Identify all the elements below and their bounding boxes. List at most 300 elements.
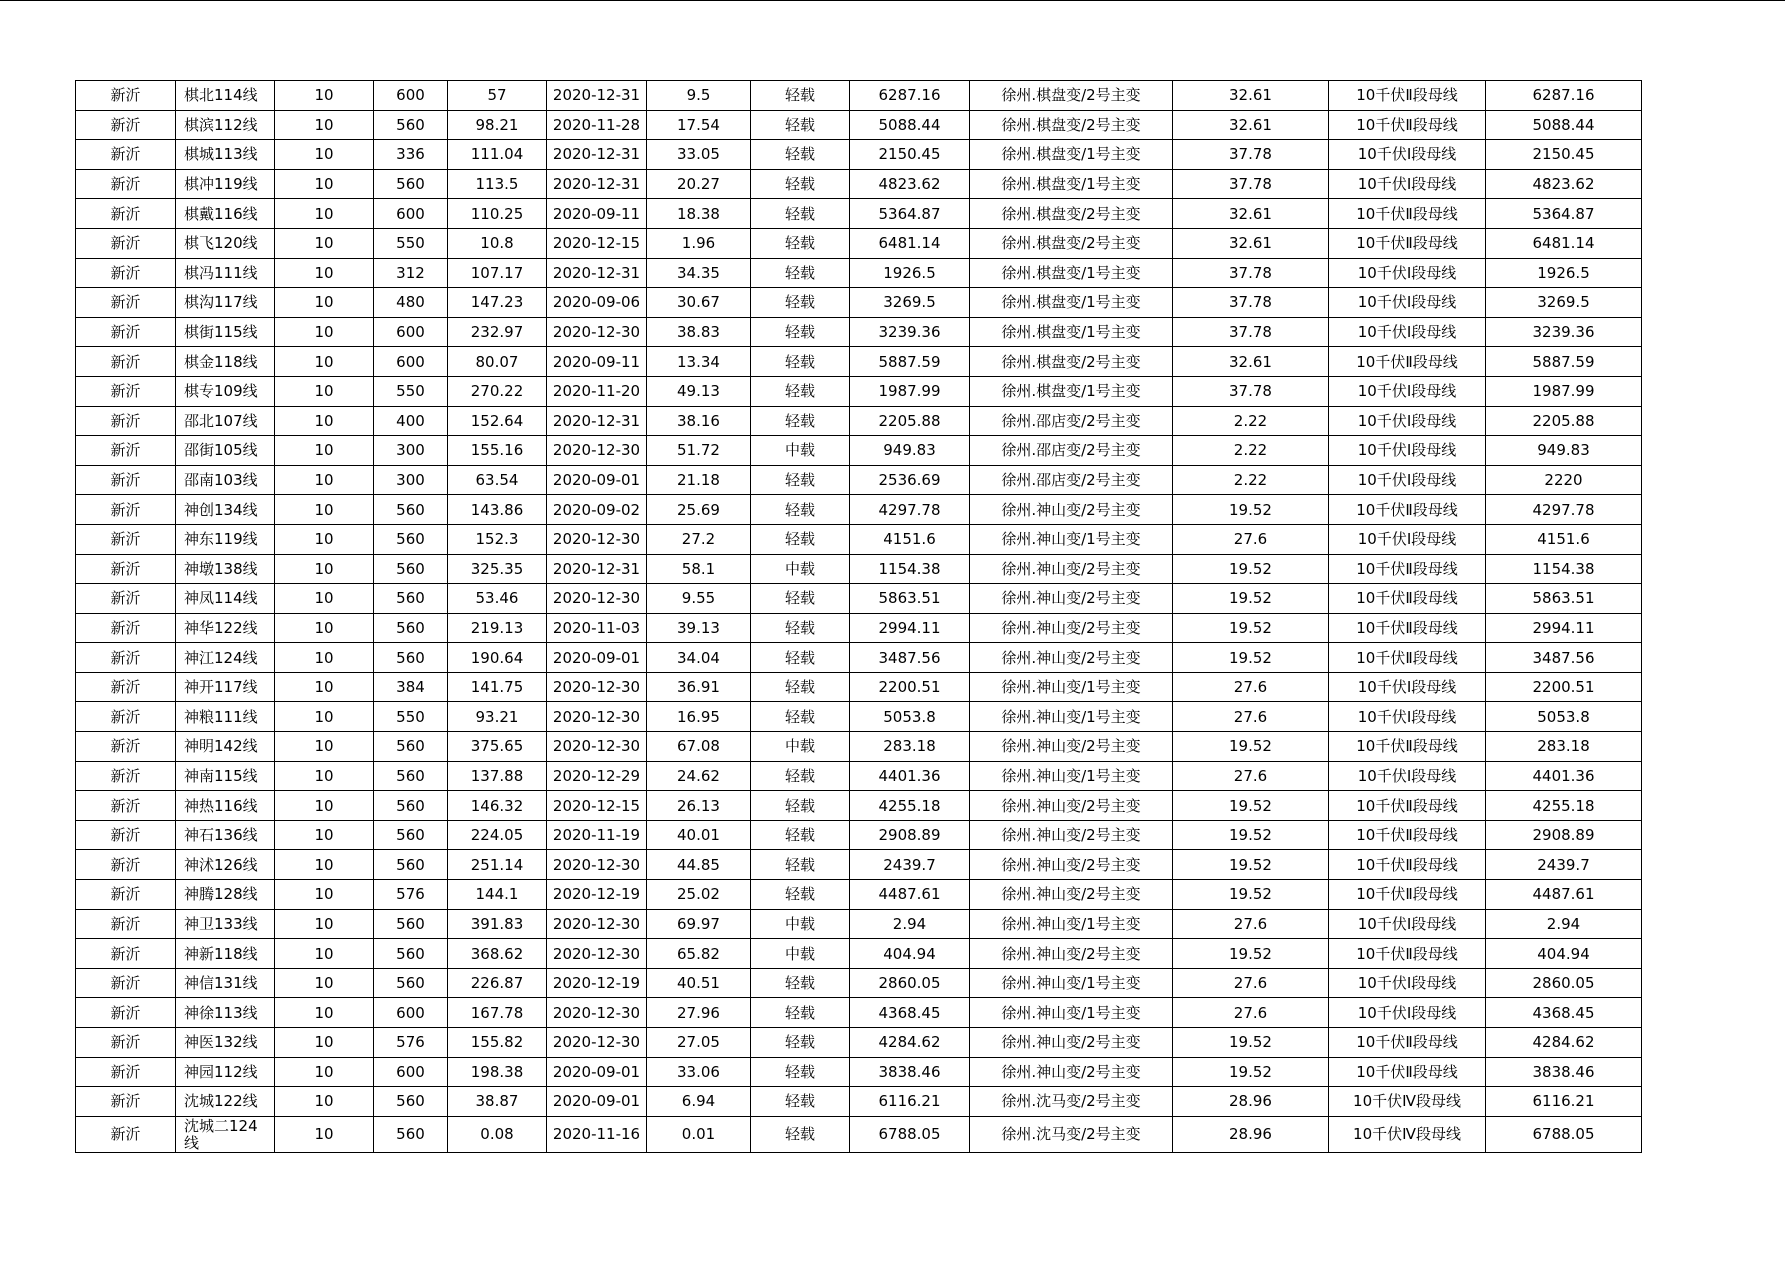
county-cell: 新沂 <box>76 317 176 347</box>
load-status-cell: 轻载 <box>751 1028 850 1058</box>
load-status-cell: 轻载 <box>751 140 850 170</box>
remaining-capacity-cell: 6116.21 <box>1486 1087 1642 1117</box>
line-name-cell: 棋冯111线 <box>176 258 275 288</box>
capacity-cell: 550 <box>374 376 448 406</box>
remaining-capacity-cell: 2.94 <box>1486 909 1642 939</box>
substation-transformer-cell: 徐州.神山变/1号主变 <box>970 909 1173 939</box>
remaining-capacity-cell: 4487.61 <box>1486 880 1642 910</box>
voltage-cell: 10 <box>275 761 374 791</box>
line-name-cell: 棋滨112线 <box>176 110 275 140</box>
transformer-load-rate-cell: 19.52 <box>1173 732 1329 762</box>
load-cell: 232.97 <box>448 317 547 347</box>
load-cell: 57 <box>448 81 547 111</box>
voltage-cell: 10 <box>275 1028 374 1058</box>
load-status-cell: 中载 <box>751 554 850 584</box>
line-name-cell: 神徐113线 <box>176 998 275 1028</box>
voltage-cell: 10 <box>275 169 374 199</box>
remaining-capacity-cell: 404.94 <box>1486 939 1642 969</box>
available-capacity-cell: 6481.14 <box>850 228 970 258</box>
busbar-cell: 10千伏Ⅱ段母线 <box>1329 495 1486 525</box>
page-top-rule <box>0 0 1785 1</box>
county-cell: 新沂 <box>76 1028 176 1058</box>
load-status-cell: 轻载 <box>751 1057 850 1087</box>
load-cell: 63.54 <box>448 465 547 495</box>
available-capacity-cell: 3269.5 <box>850 288 970 318</box>
transformer-load-rate-cell: 19.52 <box>1173 880 1329 910</box>
line-name-cell: 邵北107线 <box>176 406 275 436</box>
transformer-load-rate-cell: 2.22 <box>1173 465 1329 495</box>
voltage-cell: 10 <box>275 1057 374 1087</box>
table-row <box>76 110 1642 140</box>
table-row <box>76 406 1642 436</box>
substation-transformer-cell: 徐州.邵店变/2号主变 <box>970 465 1173 495</box>
load-cell: 110.25 <box>448 199 547 229</box>
available-capacity-cell: 4297.78 <box>850 495 970 525</box>
capacity-cell: 550 <box>374 702 448 732</box>
remaining-capacity-cell: 4151.6 <box>1486 524 1642 554</box>
voltage-cell: 10 <box>275 880 374 910</box>
remaining-capacity-cell: 3487.56 <box>1486 643 1642 673</box>
date-cell: 2020-12-31 <box>547 406 647 436</box>
load-rate-cell: 13.34 <box>647 347 751 377</box>
remaining-capacity-cell: 4255.18 <box>1486 791 1642 821</box>
available-capacity-cell: 5887.59 <box>850 347 970 377</box>
load-status-cell: 轻载 <box>751 643 850 673</box>
capacity-cell: 560 <box>374 820 448 850</box>
remaining-capacity-cell: 2205.88 <box>1486 406 1642 436</box>
voltage-cell: 10 <box>275 199 374 229</box>
line-name-cell: 神粮111线 <box>176 702 275 732</box>
remaining-capacity-cell: 5887.59 <box>1486 347 1642 377</box>
load-rate-cell: 40.51 <box>647 968 751 998</box>
date-cell: 2020-12-15 <box>547 791 647 821</box>
table-body <box>76 81 1642 1153</box>
county-cell: 新沂 <box>76 820 176 850</box>
date-cell: 2020-09-02 <box>547 495 647 525</box>
line-name-cell: 沈城122线 <box>176 1087 275 1117</box>
line-name-cell: 神沭126线 <box>176 850 275 880</box>
voltage-cell: 10 <box>275 702 374 732</box>
remaining-capacity-cell: 5364.87 <box>1486 199 1642 229</box>
capacity-cell: 560 <box>374 761 448 791</box>
available-capacity-cell: 6287.16 <box>850 81 970 111</box>
date-cell: 2020-09-01 <box>547 465 647 495</box>
load-cell: 53.46 <box>448 584 547 614</box>
county-cell: 新沂 <box>76 880 176 910</box>
available-capacity-cell: 3838.46 <box>850 1057 970 1087</box>
load-cell: 143.86 <box>448 495 547 525</box>
remaining-capacity-cell: 6481.14 <box>1486 228 1642 258</box>
date-cell: 2020-11-28 <box>547 110 647 140</box>
available-capacity-cell: 5364.87 <box>850 199 970 229</box>
line-name-cell: 棋沟117线 <box>176 288 275 318</box>
busbar-cell: 10千伏Ⅰ段母线 <box>1329 672 1486 702</box>
date-cell: 2020-11-19 <box>547 820 647 850</box>
date-cell: 2020-12-30 <box>547 436 647 466</box>
load-status-cell: 轻载 <box>751 584 850 614</box>
transformer-load-rate-cell: 27.6 <box>1173 524 1329 554</box>
busbar-cell: 10千伏Ⅰ段母线 <box>1329 288 1486 318</box>
date-cell: 2020-12-30 <box>547 672 647 702</box>
county-cell: 新沂 <box>76 288 176 318</box>
load-status-cell: 轻载 <box>751 820 850 850</box>
substation-transformer-cell: 徐州.棋盘变/1号主变 <box>970 317 1173 347</box>
load-cell: 224.05 <box>448 820 547 850</box>
date-cell: 2020-12-30 <box>547 317 647 347</box>
capacity-cell: 300 <box>374 436 448 466</box>
voltage-cell: 10 <box>275 672 374 702</box>
transformer-load-rate-cell: 2.22 <box>1173 406 1329 436</box>
table-row <box>76 998 1642 1028</box>
transformer-load-rate-cell: 32.61 <box>1173 81 1329 111</box>
available-capacity-cell: 949.83 <box>850 436 970 466</box>
substation-transformer-cell: 徐州.神山变/1号主变 <box>970 998 1173 1028</box>
available-capacity-cell: 283.18 <box>850 732 970 762</box>
county-cell: 新沂 <box>76 199 176 229</box>
substation-transformer-cell: 徐州.神山变/2号主变 <box>970 584 1173 614</box>
load-cell: 219.13 <box>448 613 547 643</box>
substation-transformer-cell: 徐州.神山变/1号主变 <box>970 702 1173 732</box>
busbar-cell: 10千伏Ⅱ段母线 <box>1329 791 1486 821</box>
busbar-cell: 10千伏Ⅳ段母线 <box>1329 1116 1486 1152</box>
table-row <box>76 465 1642 495</box>
capacity-cell: 600 <box>374 199 448 229</box>
substation-transformer-cell: 徐州.神山变/1号主变 <box>970 761 1173 791</box>
load-cell: 80.07 <box>448 347 547 377</box>
capacity-cell: 300 <box>374 465 448 495</box>
table-row <box>76 1057 1642 1087</box>
table-row <box>76 228 1642 258</box>
county-cell: 新沂 <box>76 939 176 969</box>
busbar-cell: 10千伏Ⅰ段母线 <box>1329 436 1486 466</box>
date-cell: 2020-11-03 <box>547 613 647 643</box>
voltage-cell: 10 <box>275 1116 374 1152</box>
substation-transformer-cell: 徐州.神山变/1号主变 <box>970 968 1173 998</box>
substation-transformer-cell: 徐州.神山变/2号主变 <box>970 850 1173 880</box>
transformer-load-rate-cell: 27.6 <box>1173 968 1329 998</box>
county-cell: 新沂 <box>76 613 176 643</box>
county-cell: 新沂 <box>76 909 176 939</box>
voltage-cell: 10 <box>275 909 374 939</box>
table-row <box>76 968 1642 998</box>
voltage-cell: 10 <box>275 317 374 347</box>
substation-transformer-cell: 徐州.神山变/2号主变 <box>970 1057 1173 1087</box>
table-row <box>76 1028 1642 1058</box>
line-name-cell: 神南115线 <box>176 761 275 791</box>
substation-transformer-cell: 徐州.棋盘变/2号主变 <box>970 81 1173 111</box>
transformer-load-rate-cell: 19.52 <box>1173 495 1329 525</box>
voltage-cell: 10 <box>275 406 374 436</box>
available-capacity-cell: 3239.36 <box>850 317 970 347</box>
substation-transformer-cell: 徐州.神山变/1号主变 <box>970 524 1173 554</box>
load-status-cell: 轻载 <box>751 228 850 258</box>
load-cell: 111.04 <box>448 140 547 170</box>
line-name-cell: 神医132线 <box>176 1028 275 1058</box>
load-status-cell: 轻载 <box>751 169 850 199</box>
date-cell: 2020-12-30 <box>547 998 647 1028</box>
load-rate-cell: 24.62 <box>647 761 751 791</box>
voltage-cell: 10 <box>275 258 374 288</box>
busbar-cell: 10千伏Ⅱ段母线 <box>1329 554 1486 584</box>
load-status-cell: 轻载 <box>751 288 850 318</box>
county-cell: 新沂 <box>76 702 176 732</box>
load-cell: 198.38 <box>448 1057 547 1087</box>
county-cell: 新沂 <box>76 643 176 673</box>
load-cell: 93.21 <box>448 702 547 732</box>
capacity-cell: 400 <box>374 406 448 436</box>
line-name-cell: 神墩138线 <box>176 554 275 584</box>
table-row <box>76 524 1642 554</box>
line-name-cell: 棋戴116线 <box>176 199 275 229</box>
load-status-cell: 轻载 <box>751 524 850 554</box>
load-rate-cell: 20.27 <box>647 169 751 199</box>
voltage-cell: 10 <box>275 524 374 554</box>
county-cell: 新沂 <box>76 1057 176 1087</box>
busbar-cell: 10千伏Ⅰ段母线 <box>1329 140 1486 170</box>
line-name-cell: 神开117线 <box>176 672 275 702</box>
table-row <box>76 288 1642 318</box>
load-rate-cell: 21.18 <box>647 465 751 495</box>
transformer-load-rate-cell: 19.52 <box>1173 791 1329 821</box>
busbar-cell: 10千伏Ⅱ段母线 <box>1329 820 1486 850</box>
load-rate-cell: 9.55 <box>647 584 751 614</box>
load-rate-cell: 34.35 <box>647 258 751 288</box>
load-rate-cell: 27.2 <box>647 524 751 554</box>
capacity-cell: 600 <box>374 998 448 1028</box>
available-capacity-cell: 6788.05 <box>850 1116 970 1152</box>
capacity-cell: 576 <box>374 1028 448 1058</box>
available-capacity-cell: 2205.88 <box>850 406 970 436</box>
load-rate-cell: 25.69 <box>647 495 751 525</box>
load-status-cell: 轻载 <box>751 761 850 791</box>
load-cell: 368.62 <box>448 939 547 969</box>
line-name-cell: 神明142线 <box>176 732 275 762</box>
capacity-cell: 560 <box>374 584 448 614</box>
transformer-load-rate-cell: 28.96 <box>1173 1116 1329 1152</box>
transformer-load-rate-cell: 32.61 <box>1173 199 1329 229</box>
table-row <box>76 761 1642 791</box>
table-row <box>76 199 1642 229</box>
busbar-cell: 10千伏Ⅱ段母线 <box>1329 81 1486 111</box>
load-status-cell: 轻载 <box>751 81 850 111</box>
county-cell: 新沂 <box>76 436 176 466</box>
busbar-cell: 10千伏Ⅰ段母线 <box>1329 998 1486 1028</box>
transformer-load-rate-cell: 32.61 <box>1173 110 1329 140</box>
substation-transformer-cell: 徐州.神山变/2号主变 <box>970 880 1173 910</box>
load-cell: 270.22 <box>448 376 547 406</box>
table-row <box>76 850 1642 880</box>
table-row <box>76 613 1642 643</box>
substation-transformer-cell: 徐州.邵店变/2号主变 <box>970 406 1173 436</box>
capacity-cell: 336 <box>374 140 448 170</box>
transformer-load-rate-cell: 27.6 <box>1173 702 1329 732</box>
load-rate-cell: 34.04 <box>647 643 751 673</box>
county-cell: 新沂 <box>76 110 176 140</box>
county-cell: 新沂 <box>76 258 176 288</box>
load-rate-cell: 6.94 <box>647 1087 751 1117</box>
capacity-cell: 560 <box>374 968 448 998</box>
busbar-cell: 10千伏Ⅳ段母线 <box>1329 1087 1486 1117</box>
line-name-cell: 神腾128线 <box>176 880 275 910</box>
load-status-cell: 轻载 <box>751 406 850 436</box>
voltage-cell: 10 <box>275 81 374 111</box>
load-rate-cell: 38.16 <box>647 406 751 436</box>
voltage-cell: 10 <box>275 465 374 495</box>
transformer-load-rate-cell: 27.6 <box>1173 761 1329 791</box>
voltage-cell: 10 <box>275 110 374 140</box>
voltage-cell: 10 <box>275 288 374 318</box>
busbar-cell: 10千伏Ⅱ段母线 <box>1329 880 1486 910</box>
substation-transformer-cell: 徐州.邵店变/2号主变 <box>970 436 1173 466</box>
capacity-cell: 560 <box>374 495 448 525</box>
capacity-cell: 560 <box>374 524 448 554</box>
busbar-cell: 10千伏Ⅱ段母线 <box>1329 613 1486 643</box>
table-row <box>76 1087 1642 1117</box>
date-cell: 2020-12-31 <box>547 81 647 111</box>
load-cell: 141.75 <box>448 672 547 702</box>
line-name-cell: 神江124线 <box>176 643 275 673</box>
substation-transformer-cell: 徐州.神山变/2号主变 <box>970 939 1173 969</box>
load-status-cell: 轻载 <box>751 850 850 880</box>
county-cell: 新沂 <box>76 140 176 170</box>
table-row <box>76 820 1642 850</box>
available-capacity-cell: 4823.62 <box>850 169 970 199</box>
transformer-load-rate-cell: 19.52 <box>1173 1057 1329 1087</box>
load-status-cell: 中载 <box>751 909 850 939</box>
available-capacity-cell: 1926.5 <box>850 258 970 288</box>
available-capacity-cell: 2150.45 <box>850 140 970 170</box>
table-row <box>76 1116 1642 1152</box>
load-status-cell: 中载 <box>751 732 850 762</box>
line-name-cell: 沈城二124线 <box>176 1116 275 1152</box>
date-cell: 2020-09-01 <box>547 1087 647 1117</box>
substation-transformer-cell: 徐州.棋盘变/1号主变 <box>970 169 1173 199</box>
voltage-cell: 10 <box>275 939 374 969</box>
voltage-cell: 10 <box>275 1087 374 1117</box>
load-status-cell: 轻载 <box>751 495 850 525</box>
substation-transformer-cell: 徐州.神山变/1号主变 <box>970 672 1173 702</box>
county-cell: 新沂 <box>76 850 176 880</box>
busbar-cell: 10千伏Ⅰ段母线 <box>1329 317 1486 347</box>
remaining-capacity-cell: 4401.36 <box>1486 761 1642 791</box>
line-name-cell: 神创134线 <box>176 495 275 525</box>
table-row <box>76 732 1642 762</box>
substation-transformer-cell: 徐州.神山变/2号主变 <box>970 613 1173 643</box>
remaining-capacity-cell: 2439.7 <box>1486 850 1642 880</box>
substation-transformer-cell: 徐州.棋盘变/1号主变 <box>970 288 1173 318</box>
substation-transformer-cell: 徐州.棋盘变/2号主变 <box>970 228 1173 258</box>
line-name-cell: 神东119线 <box>176 524 275 554</box>
busbar-cell: 10千伏Ⅱ段母线 <box>1329 939 1486 969</box>
table-row <box>76 791 1642 821</box>
table-row <box>76 702 1642 732</box>
available-capacity-cell: 2860.05 <box>850 968 970 998</box>
date-cell: 2020-09-01 <box>547 1057 647 1087</box>
transformer-load-rate-cell: 19.52 <box>1173 613 1329 643</box>
county-cell: 新沂 <box>76 584 176 614</box>
substation-transformer-cell: 徐州.神山变/2号主变 <box>970 495 1173 525</box>
busbar-cell: 10千伏Ⅰ段母线 <box>1329 702 1486 732</box>
busbar-cell: 10千伏Ⅱ段母线 <box>1329 199 1486 229</box>
load-status-cell: 轻载 <box>751 880 850 910</box>
busbar-cell: 10千伏Ⅰ段母线 <box>1329 465 1486 495</box>
busbar-cell: 10千伏Ⅱ段母线 <box>1329 228 1486 258</box>
load-status-cell: 轻载 <box>751 110 850 140</box>
load-rate-cell: 65.82 <box>647 939 751 969</box>
date-cell: 2020-12-30 <box>547 584 647 614</box>
load-status-cell: 轻载 <box>751 258 850 288</box>
busbar-cell: 10千伏Ⅰ段母线 <box>1329 524 1486 554</box>
county-cell: 新沂 <box>76 406 176 436</box>
remaining-capacity-cell: 4284.62 <box>1486 1028 1642 1058</box>
busbar-cell: 10千伏Ⅱ段母线 <box>1329 110 1486 140</box>
load-cell: 375.65 <box>448 732 547 762</box>
date-cell: 2020-12-31 <box>547 140 647 170</box>
county-cell: 新沂 <box>76 672 176 702</box>
date-cell: 2020-12-30 <box>547 909 647 939</box>
capacity-cell: 560 <box>374 1116 448 1152</box>
date-cell: 2020-09-06 <box>547 288 647 318</box>
county-cell: 新沂 <box>76 347 176 377</box>
voltage-cell: 10 <box>275 228 374 258</box>
available-capacity-cell: 4368.45 <box>850 998 970 1028</box>
capacity-cell: 560 <box>374 169 448 199</box>
transformer-load-rate-cell: 37.78 <box>1173 258 1329 288</box>
date-cell: 2020-12-31 <box>547 554 647 584</box>
load-cell: 0.08 <box>448 1116 547 1152</box>
table-row <box>76 880 1642 910</box>
available-capacity-cell: 4401.36 <box>850 761 970 791</box>
table-row <box>76 376 1642 406</box>
remaining-capacity-cell: 2994.11 <box>1486 613 1642 643</box>
transformer-load-rate-cell: 32.61 <box>1173 347 1329 377</box>
substation-transformer-cell: 徐州.棋盘变/1号主变 <box>970 258 1173 288</box>
table-row <box>76 436 1642 466</box>
load-cell: 144.1 <box>448 880 547 910</box>
date-cell: 2020-12-30 <box>547 939 647 969</box>
load-rate-cell: 27.05 <box>647 1028 751 1058</box>
remaining-capacity-cell: 1154.38 <box>1486 554 1642 584</box>
transformer-load-rate-cell: 27.6 <box>1173 998 1329 1028</box>
available-capacity-cell: 2200.51 <box>850 672 970 702</box>
table-row <box>76 317 1642 347</box>
capacity-cell: 600 <box>374 81 448 111</box>
substation-transformer-cell: 徐州.棋盘变/2号主变 <box>970 347 1173 377</box>
table-row <box>76 672 1642 702</box>
voltage-cell: 10 <box>275 554 374 584</box>
county-cell: 新沂 <box>76 228 176 258</box>
busbar-cell: 10千伏Ⅰ段母线 <box>1329 169 1486 199</box>
load-cell: 146.32 <box>448 791 547 821</box>
load-status-cell: 轻载 <box>751 968 850 998</box>
line-name-cell: 棋冲119线 <box>176 169 275 199</box>
line-name-cell: 邵街105线 <box>176 436 275 466</box>
available-capacity-cell: 4151.6 <box>850 524 970 554</box>
voltage-cell: 10 <box>275 732 374 762</box>
county-cell: 新沂 <box>76 1116 176 1152</box>
remaining-capacity-cell: 6287.16 <box>1486 81 1642 111</box>
voltage-cell: 10 <box>275 347 374 377</box>
busbar-cell: 10千伏Ⅱ段母线 <box>1329 584 1486 614</box>
voltage-cell: 10 <box>275 968 374 998</box>
substation-transformer-cell: 徐州.沈马变/2号主变 <box>970 1087 1173 1117</box>
line-name-cell: 神凤114线 <box>176 584 275 614</box>
busbar-cell: 10千伏Ⅱ段母线 <box>1329 1057 1486 1087</box>
line-name-cell: 棋北114线 <box>176 81 275 111</box>
line-name-cell: 棋街115线 <box>176 317 275 347</box>
table-row <box>76 495 1642 525</box>
load-status-cell: 轻载 <box>751 465 850 495</box>
